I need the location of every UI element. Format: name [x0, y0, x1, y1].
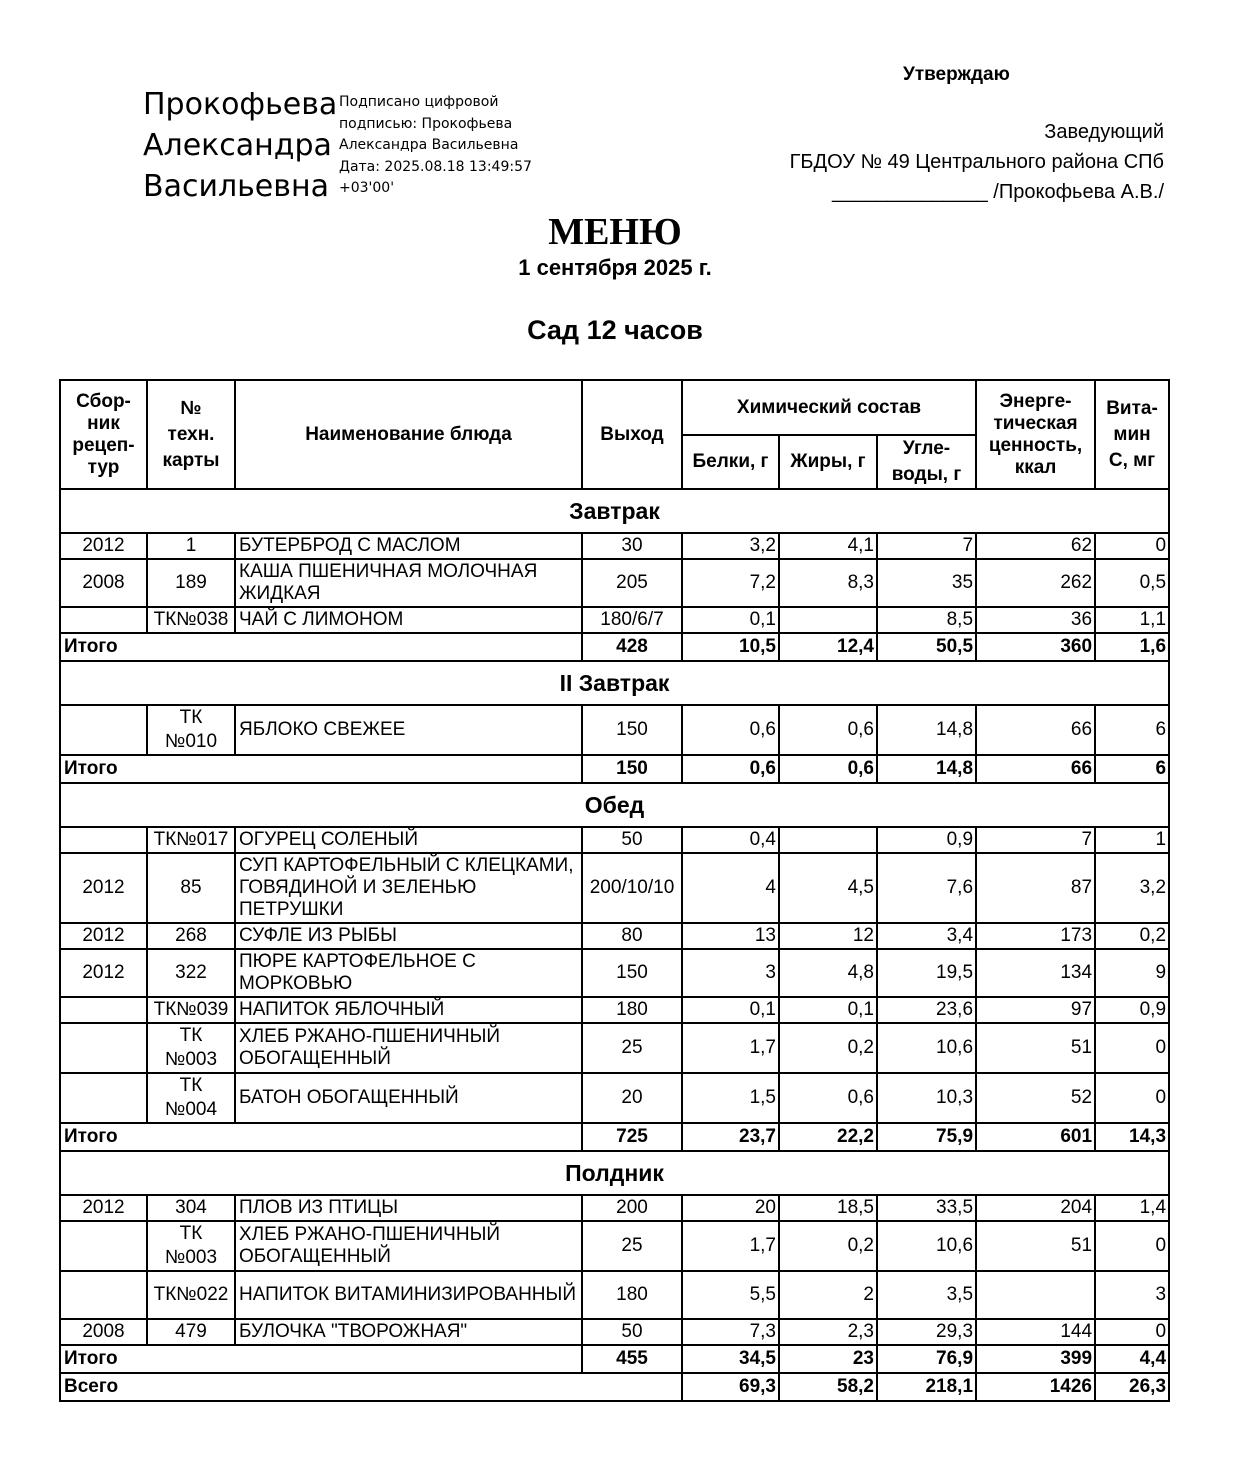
energy-cell: 87: [976, 853, 1095, 923]
carbs-cell: 23,6: [877, 997, 976, 1023]
subtotal-carbs: 76,9: [877, 1345, 976, 1373]
table-row: [60, 1195, 1169, 1221]
yield-cell: 180: [582, 997, 682, 1023]
subtotal-protein: 10,5: [682, 633, 779, 661]
recipe-collection-cell: [60, 705, 147, 755]
dish-name-cell: ЯБЛОКО СВЕЖЕЕ: [235, 705, 582, 755]
dish-name-cell: БУЛОЧКА "ТВОРОЖНАЯ": [235, 1319, 582, 1345]
recipe-collection-cell: [60, 1221, 147, 1271]
fat-cell: 4,5: [779, 853, 877, 923]
yield-cell: 20: [582, 1073, 682, 1123]
yield-cell: 200: [582, 1195, 682, 1221]
protein-cell: 13: [682, 923, 779, 949]
fat-cell: 0,2: [779, 1221, 877, 1271]
protein-cell: 4: [682, 853, 779, 923]
tech-card-cell: 1: [147, 533, 235, 559]
subtotal-carbs: 75,9: [877, 1123, 976, 1151]
protein-cell: 3,2: [682, 533, 779, 559]
fat-cell: 0,6: [779, 1073, 877, 1123]
group-name: Сад 12 часов: [527, 315, 703, 345]
energy-cell: 36: [976, 607, 1095, 633]
protein-cell: 1,7: [682, 1221, 779, 1271]
carbs-cell: 35: [877, 559, 976, 607]
recipe-collection-cell: [60, 827, 147, 853]
vitamin-cell: 0,2: [1095, 923, 1169, 949]
energy-cell: 52: [976, 1073, 1095, 1123]
subtotal-vitamin: 4,4: [1095, 1345, 1169, 1373]
subtotal-yield: 150: [582, 755, 682, 783]
signature-details: Подписано цифровой подписью: Прокофьева Александра Васильевна Дата: 2025.08.18 13:49:57 +03'00': [339, 94, 532, 196]
tech-card-cell: 479: [147, 1319, 235, 1345]
subtotal-row: [60, 1123, 1169, 1151]
fat-cell: 4,8: [779, 949, 877, 997]
recipe-collection-cell: [60, 997, 147, 1023]
approval-organization: ГБДОУ № 49 Центрального района СПб: [789, 151, 1164, 173]
vitamin-cell: 0: [1095, 1023, 1169, 1073]
tech-card-cell: ТК№017: [147, 827, 235, 853]
fat-cell: [779, 607, 877, 633]
dish-name-cell: БУТЕРБРОД С МАСЛОМ: [235, 533, 582, 559]
yield-cell: 180/6/7: [582, 607, 682, 633]
tech-card-cell: 304: [147, 1195, 235, 1221]
recipe-collection-cell: 2012: [60, 1195, 147, 1221]
table-row: [60, 559, 1169, 607]
vitamin-cell: 1,1: [1095, 607, 1169, 633]
fat-cell: 8,3: [779, 559, 877, 607]
protein-cell: 20: [682, 1195, 779, 1221]
subtotal-vitamin: 14,3: [1095, 1123, 1169, 1151]
yield-cell: 205: [582, 559, 682, 607]
table-row: [60, 1073, 1169, 1123]
protein-cell: 3: [682, 949, 779, 997]
carbs-cell: 33,5: [877, 1195, 976, 1221]
col-protein-header: Белки, г: [682, 435, 779, 489]
dish-name-cell: БАТОН ОБОГАЩЕННЫЙ: [235, 1073, 582, 1123]
subtotal-label: Итого: [60, 755, 582, 783]
yield-cell: 80: [582, 923, 682, 949]
dish-name-cell: ХЛЕБ РЖАНО-ПШЕНИЧНЫЙ ОБОГАЩЕННЫЙ: [235, 1221, 582, 1271]
dish-name-cell: КАША ПШЕНИЧНАЯ МОЛОЧНАЯ ЖИДКАЯ: [235, 559, 582, 607]
subtotal-row: [60, 1345, 1169, 1373]
yield-cell: 150: [582, 949, 682, 997]
subtotal-yield: 455: [582, 1345, 682, 1373]
grand-total-row: [60, 1373, 1169, 1401]
grand-total-fat: 58,2: [779, 1373, 877, 1401]
energy-cell: 51: [976, 1023, 1095, 1073]
recipe-collection-cell: [60, 607, 147, 633]
protein-cell: 1,5: [682, 1073, 779, 1123]
energy-cell: 51: [976, 1221, 1095, 1271]
table-row: [60, 533, 1169, 559]
section-header-row: [60, 1151, 1169, 1195]
tech-card-cell: ТК№022: [147, 1271, 235, 1319]
table-row: [60, 827, 1169, 853]
recipe-collection-cell: [60, 1073, 147, 1123]
vitamin-cell: 6: [1095, 705, 1169, 755]
col-collection-header: Сбор- ник рецеп- тур: [60, 380, 147, 489]
tech-card-cell: 322: [147, 949, 235, 997]
subtotal-label: Итого: [60, 1123, 582, 1151]
protein-cell: 0,1: [682, 997, 779, 1023]
tech-card-cell: ТК №004: [147, 1073, 235, 1123]
subtotal-yield: 428: [582, 633, 682, 661]
grand-total-vitamin: 26,3: [1095, 1373, 1169, 1401]
grand-total-label: Всего: [60, 1373, 682, 1401]
energy-cell: 173: [976, 923, 1095, 949]
tech-card-cell: 268: [147, 923, 235, 949]
recipe-collection-cell: 2012: [60, 923, 147, 949]
energy-cell: 204: [976, 1195, 1095, 1221]
recipe-collection-cell: 2008: [60, 1319, 147, 1345]
grand-total-carbs: 218,1: [877, 1373, 976, 1401]
recipe-collection-cell: [60, 1271, 147, 1319]
col-card-header: № техн. карты: [147, 380, 235, 489]
yield-cell: 30: [582, 533, 682, 559]
yield-cell: 25: [582, 1023, 682, 1073]
menu-table: [59, 379, 1170, 1402]
subtotal-protein: 23,7: [682, 1123, 779, 1151]
col-carbs-header: Угле- воды, г: [877, 435, 976, 489]
vitamin-cell: 1: [1095, 827, 1169, 853]
table-row: [60, 1023, 1169, 1073]
vitamin-cell: 0: [1095, 1073, 1169, 1123]
tech-card-cell: ТК №010: [147, 705, 235, 755]
dish-name-cell: ЧАЙ С ЛИМОНОМ: [235, 607, 582, 633]
section-title: Обед: [60, 783, 1169, 827]
protein-cell: 0,4: [682, 827, 779, 853]
carbs-cell: 7,6: [877, 853, 976, 923]
vitamin-cell: 0,5: [1095, 559, 1169, 607]
energy-cell: 66: [976, 705, 1095, 755]
table-row: [60, 1319, 1169, 1345]
dish-name-cell: ХЛЕБ РЖАНО-ПШЕНИЧНЫЙ ОБОГАЩЕННЫЙ: [235, 1023, 582, 1073]
tech-card-cell: ТК№038: [147, 607, 235, 633]
protein-cell: 7,2: [682, 559, 779, 607]
carbs-cell: 29,3: [877, 1319, 976, 1345]
dish-name-cell: ПЮРЕ КАРТОФЕЛЬНОЕ С МОРКОВЬЮ: [235, 949, 582, 997]
section-header-row: [60, 783, 1169, 827]
approval-position: Заведующий: [1044, 121, 1164, 143]
col-fat-header: Жиры, г: [779, 435, 877, 489]
recipe-collection-cell: 2012: [60, 533, 147, 559]
section-title: Полдник: [60, 1151, 1169, 1195]
fat-cell: 12: [779, 923, 877, 949]
col-vitamin-header: Вита- мин С, мг: [1095, 380, 1169, 489]
signature-name: Прокофьева Александра Васильевна: [143, 87, 338, 204]
tech-card-cell: ТК №003: [147, 1023, 235, 1073]
subtotal-row: [60, 633, 1169, 661]
subtotal-carbs: 50,5: [877, 633, 976, 661]
tech-card-cell: ТК№039: [147, 997, 235, 1023]
vitamin-cell: 9: [1095, 949, 1169, 997]
table-row: [60, 607, 1169, 633]
subtotal-fat: 23: [779, 1345, 877, 1373]
energy-cell: 144: [976, 1319, 1095, 1345]
vitamin-cell: 0: [1095, 533, 1169, 559]
subtotal-energy: 601: [976, 1123, 1095, 1151]
energy-cell: 134: [976, 949, 1095, 997]
energy-cell: [976, 1271, 1095, 1319]
carbs-cell: 10,6: [877, 1023, 976, 1073]
dish-name-cell: ПЛОВ ИЗ ПТИЦЫ: [235, 1195, 582, 1221]
protein-cell: 0,6: [682, 705, 779, 755]
subtotal-carbs: 14,8: [877, 755, 976, 783]
yield-cell: 25: [582, 1221, 682, 1271]
subtotal-label: Итого: [60, 633, 582, 661]
protein-cell: 1,7: [682, 1023, 779, 1073]
dish-name-cell: ОГУРЕЦ СОЛЕНЫЙ: [235, 827, 582, 853]
fat-cell: 4,1: [779, 533, 877, 559]
carbs-cell: 8,5: [877, 607, 976, 633]
dish-name-cell: СУП КАРТОФЕЛЬНЫЙ С КЛЕЦКАМИ, ГОВЯДИНОЙ И ЗЕЛЕНЬЮ ПЕТРУШКИ: [235, 853, 582, 923]
fat-cell: [779, 827, 877, 853]
carbs-cell: 3,4: [877, 923, 976, 949]
page-title: МЕНЮ: [548, 211, 682, 253]
subtotal-vitamin: 1,6: [1095, 633, 1169, 661]
subtotal-vitamin: 6: [1095, 755, 1169, 783]
dish-name-cell: НАПИТОК ЯБЛОЧНЫЙ: [235, 997, 582, 1023]
tech-card-cell: 85: [147, 853, 235, 923]
col-dish-header: Наименование блюда: [235, 380, 582, 489]
fat-cell: 2,3: [779, 1319, 877, 1345]
subtotal-label: Итого: [60, 1345, 582, 1373]
grand-total-energy: 1426: [976, 1373, 1095, 1401]
table-row: [60, 853, 1169, 923]
section-title: II Завтрак: [60, 661, 1169, 705]
subtotal-energy: 399: [976, 1345, 1095, 1373]
recipe-collection-cell: 2012: [60, 949, 147, 997]
vitamin-cell: 0: [1095, 1319, 1169, 1345]
section-header-row: [60, 661, 1169, 705]
recipe-collection-cell: 2012: [60, 853, 147, 923]
yield-cell: 50: [582, 827, 682, 853]
table-row: [60, 923, 1169, 949]
carbs-cell: 0,9: [877, 827, 976, 853]
subtotal-yield: 725: [582, 1123, 682, 1151]
approval-title: Утверждаю: [903, 64, 1010, 85]
energy-cell: 97: [976, 997, 1095, 1023]
subtotal-energy: 66: [976, 755, 1095, 783]
vitamin-cell: 3,2: [1095, 853, 1169, 923]
energy-cell: 7: [976, 827, 1095, 853]
subtotal-fat: 22,2: [779, 1123, 877, 1151]
protein-cell: 5,5: [682, 1271, 779, 1319]
vitamin-cell: 3: [1095, 1271, 1169, 1319]
menu-body: [60, 489, 1169, 1401]
section-title: Завтрак: [60, 489, 1169, 533]
subtotal-energy: 360: [976, 633, 1095, 661]
fat-cell: 0,2: [779, 1023, 877, 1073]
subtotal-row: [60, 755, 1169, 783]
energy-cell: 262: [976, 559, 1095, 607]
col-energy-header: Энерге- тическая ценность, ккал: [976, 380, 1095, 489]
protein-cell: 0,1: [682, 607, 779, 633]
protein-cell: 7,3: [682, 1319, 779, 1345]
subtotal-protein: 0,6: [682, 755, 779, 783]
carbs-cell: 10,3: [877, 1073, 976, 1123]
tech-card-cell: 189: [147, 559, 235, 607]
carbs-cell: 7: [877, 533, 976, 559]
yield-cell: 50: [582, 1319, 682, 1345]
grand-total-protein: 69,3: [682, 1373, 779, 1401]
col-yield-header: Выход: [582, 380, 682, 489]
approval-sign-line: ______________ /Прокофьева А.В./: [832, 181, 1164, 203]
carbs-cell: 3,5: [877, 1271, 976, 1319]
subtotal-fat: 0,6: [779, 755, 877, 783]
fat-cell: 0,1: [779, 997, 877, 1023]
table-row: [60, 1221, 1169, 1271]
table-row: [60, 949, 1169, 997]
fat-cell: 18,5: [779, 1195, 877, 1221]
table-row: [60, 705, 1169, 755]
fat-cell: 2: [779, 1271, 877, 1319]
table-row: [60, 1271, 1169, 1319]
carbs-cell: 14,8: [877, 705, 976, 755]
vitamin-cell: 0,9: [1095, 997, 1169, 1023]
col-chem-header: Химический состав: [682, 380, 976, 435]
recipe-collection-cell: [60, 1023, 147, 1073]
carbs-cell: 10,6: [877, 1221, 976, 1271]
energy-cell: 62: [976, 533, 1095, 559]
fat-cell: 0,6: [779, 705, 877, 755]
subtotal-fat: 12,4: [779, 633, 877, 661]
yield-cell: 150: [582, 705, 682, 755]
yield-cell: 200/10/10: [582, 853, 682, 923]
menu-date: 1 сентября 2025 г.: [518, 255, 712, 280]
carbs-cell: 19,5: [877, 949, 976, 997]
tech-card-cell: ТК №003: [147, 1221, 235, 1271]
subtotal-protein: 34,5: [682, 1345, 779, 1373]
vitamin-cell: 0: [1095, 1221, 1169, 1271]
recipe-collection-cell: 2008: [60, 559, 147, 607]
vitamin-cell: 1,4: [1095, 1195, 1169, 1221]
table-row: [60, 997, 1169, 1023]
dish-name-cell: НАПИТОК ВИТАМИНИЗИРОВАННЫЙ: [235, 1271, 582, 1319]
dish-name-cell: СУФЛЕ ИЗ РЫБЫ: [235, 923, 582, 949]
section-header-row: [60, 489, 1169, 533]
yield-cell: 180: [582, 1271, 682, 1319]
